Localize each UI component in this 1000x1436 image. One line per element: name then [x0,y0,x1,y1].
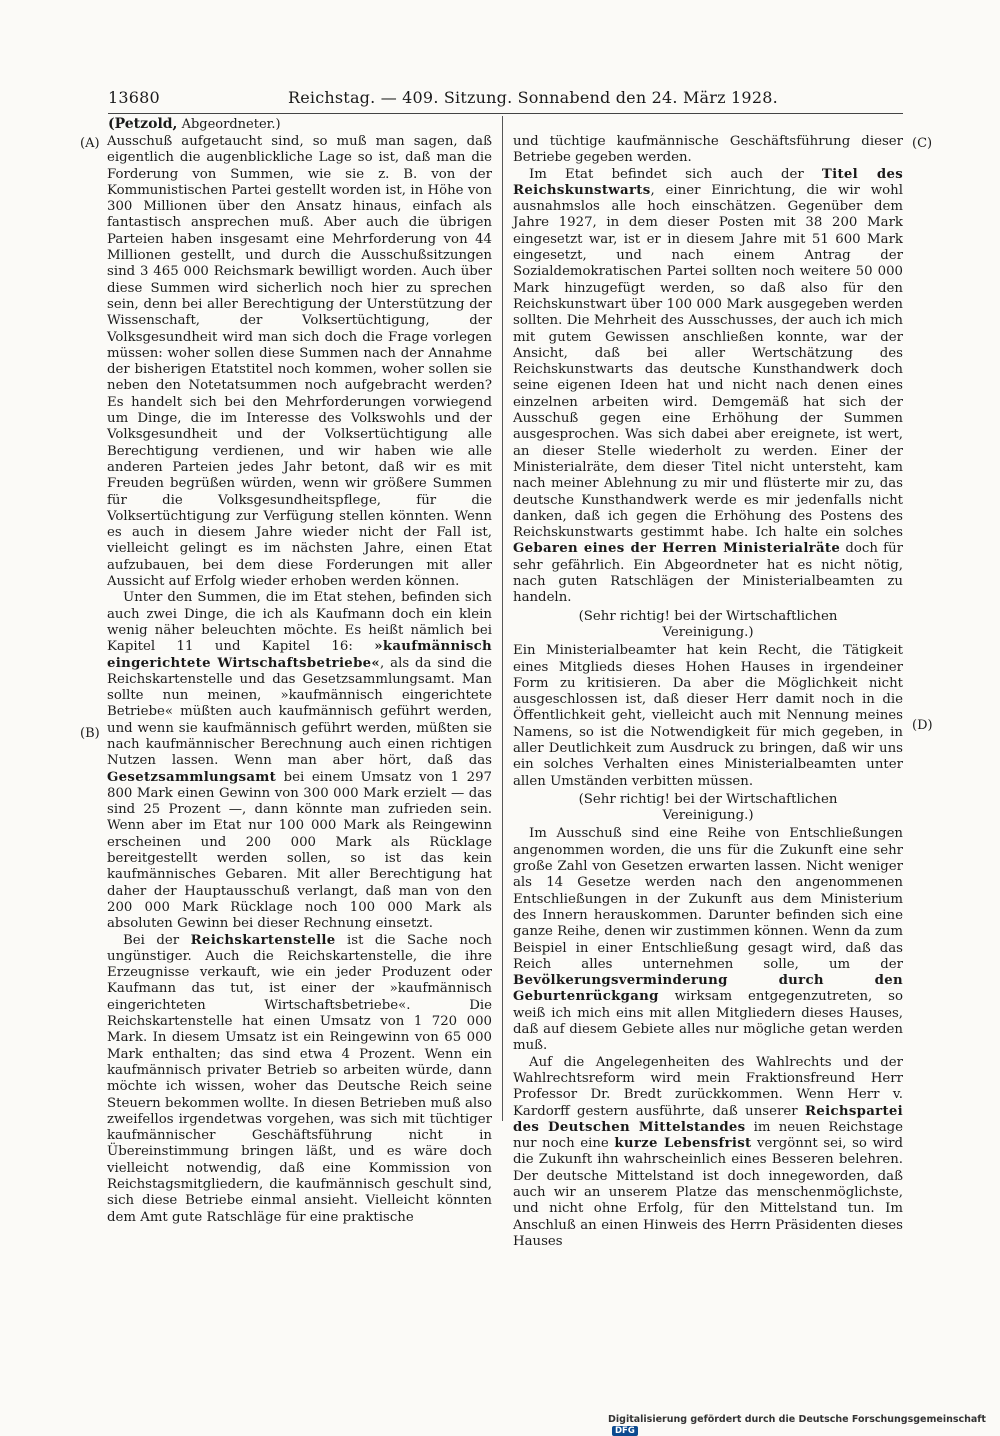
margin-marker-d: (D) [912,718,933,733]
paragraph: Ausschuß aufgetaucht sind, so muß man sagen, daß eigentlich die augenblickliche Lage so ist, daß man die Forderung von Summen, wie sie z. B. von der Kommunistischen Partei gestellt worden ist, in Höhe von 300 Millionen über den Ansatz hinaus, einfach als fantastisch ansprechen muß. Aber auch die übrigen Parteien haben insgesamt eine Mehrforderung von 44 Millionen gestellt, und durch die Ausschußsitzungen sind 3 465 000 Reichsmark bewilligt worden. Auch über diese Summen wird sicherlich noch hier zu sprechen sein, denn bei aller Berechtigung der Unterstützung der Wissenschaft, der Volksertüchtigung, der Volksgesundheit wird man sich doch die Frage vorlegen müssen: woher sollen diese Summen nach der Annahme der bisherigen Etatstitel noch kommen, woher sollen sie neben den Notetatsummen noch aufgebracht werden? Es handelt sich bei den Mehrforderungen vorwiegend um Dinge, die im Interesse des Volkswohls und der Volksgesundheit und der Volksertüchtigung alle Berechtigung verdienen, und wir haben wie alle anderen Parteien jedes Jahr betont, daß wir es mit Freuden begrüßen würden, wenn wir größere Summen für die Volksgesundheitspflege, für die Volksertüchtigung zur Verfügung stellen könnten. Wenn es auch in diesem Jahre wieder nicht der Fall ist, vielleicht gelingt es im nächsten Jahre, einen Etat aufzubauen, bei dem diese Forderungen mit aller Aussicht auf Erfolg wieder erhoben werden können. [107,134,492,590]
footer-text: Digitalisierung gefördert durch die Deutsche Forschungsgemeinschaft [608,1414,986,1425]
paragraph: Im Etat befindet sich auch der Titel des Reichskunstwarts, einer Einrichtung, die wir wohl ausnahmslos alle hoch einschätzen. Gegenüber dem Jahre 1927, in dem dieser Posten mit 38 200 Mark eingesetzt war, ist er in diesem Jahre mit 51 600 Mark eingesetzt, und nach einem Antrag der Sozialdemokratischen Partei sollten noch weitere 50 000 Mark hinzugefügt werden, so daß also für den Reichskunstwart über 100 000 Mark ausgegeben werden sollten. Die Mehrheit des Ausschusses, der auch ich mich mit gutem Gewissen anschließen konnte, war der Ansicht, daß bei aller Wertschätzung des Reichskunstwarts das deutsche Kunsthandwerk doch seine eigenen Ideen hat und nicht nach denen eines einzelnen arbeiten wird. Demgemäß hat sich der Ausschuß gegen eine Erhöhung der Summen ausgesprochen. Was sich dabei aber ereignete, ist wert, an dieser Stelle wiederholt zu werden. Einer der Ministerialräte, dem dieser Titel nicht untersteht, kam nach meiner Ablehnung zu mir und flüsterte mir zu, das deutsche Kunsthandwerk werde es mir jedenfalls nicht danken, daß ich gegen die Erhöhung des Postens des Reichskunstwarts gestimmt habe. Ich halte ein solches Gebaren eines der Herren Ministerialräte doch für sehr gefährlich. Ein Abgeordneter hat es nicht nötig, nach guten Ratschlägen der Ministerialbeamten zu handeln. [513,166,904,606]
margin-marker-b: (B) [80,726,100,741]
left-column [107,134,492,1226]
emphasis: Gesetzsammlungsamt [107,769,277,785]
paragraph: Bei der Reichskartenstelle ist die Sache noch ungünstiger. Auch die Reichskartenstelle, die ihre Erzeugnisse verkauft, wie ein jeder Produzent oder Kaufmann das tut, ist einer der »kaufmännisch eingerichteten Wirtschaftsbetriebe«. Die Reichskartenstelle hat einen Umsatz von 1 720 000 Mark. In diesem Umsatz ist ein Reingewinn von 65 000 Mark enthalten; das sind etwa 4 Prozent. Wenn ein kaufmännisch privater Betrieb so arbeiten würde, dann möchte ich wissen, woher das Deutsche Reich seine Steuern bekommen wollte. In diesen Betrieben muß also zweifellos irgendetwas vorgehen, was sich mit tüchtiger kaufmännischer Geschäftsführung nicht in Übereinstimmung bringen läßt, und es wäre doch vielleicht notwendig, daß eine Kommission von Reichstagsmitgliedern, die kaufmännisch geschult sind, sich diese Betriebe einmal ansieht. Vielleicht könnten dem Amt gute Ratschläge für eine praktische [107,932,492,1225]
speaker-line [108,116,281,132]
header-rule [108,113,903,114]
emphasis: Bevölkerungsverminderung durch den Geburtenrückgang [513,973,903,1005]
dfg-logo: DFG [612,1426,638,1436]
margin-marker-a: (A) [80,136,100,151]
speaker-role: Abgeordneter.) [181,117,281,132]
paragraph: Ein Ministerialbeamter hat kein Recht, die Tätigkeit eines Mitglieds dieses Hohen Hauses in irgendeiner Form zu kritisieren. Da aber die Möglichkeit nicht ausgeschlossen ist, daß dieser Herr damit noch in die Öffentlichkeit geht, vielleicht auch mit Nennung meines Namens, so ist die Notwendigkeit für mich gegeben, in aller Deutlichkeit zum Ausdruck zu bringen, daß wir uns ein solches Verhalten eines Ministerialbeamten unter allen Umständen verbitten müssen. [513,643,903,789]
emphasis: Reichskartenstelle [190,932,336,948]
paragraph: Unter den Summen, die im Etat stehen, befinden sich auch zwei Dinge, die ich als Kaufmann doch ein klein wenig näher beleuchten möchte. Es heißt nämlich bei Kapitel 11 und Kapitel 16: »kaufmännisch eingerichtete Wirtschaftsbetriebe«, als da sind die Reichskartenstelle und das Gesetzsammlungsamt. Man sollte nun meinen, »kaufmännisch eingerichtete Betriebe« müßten auch kaufmännisch geführt werden, und wenn sie kaufmännisch geführt werden, müßten sie nach kaufmännischer Berechnung auch einen richtigen Nutzen lassen. Wenn man aber hört, daß das Gesetzsammlungsamt bei einem Umsatz von 1 297 800 Mark einen Gewinn von 300 000 Mark erzielt — das sind 25 Prozent —, dann könnte man zufrieden sein. Wenn aber im Etat nur 100 000 Mark als Reingewinn erscheinen und 200 000 Mark als Rücklage bereitgestellt werden sollen, so ist das kein kaufmännisches Gebaren. Mit aller Berechtigung hat daher der Hauptausschuß verlangt, daß man von den 200 000 Mark Rücklage noch 100 000 Mark als absoluten Gewinn bei dieser Rechnung einsetzt. [107,590,492,932]
right-column [513,134,903,1250]
paragraph: Im Ausschuß sind eine Reihe von Entschließungen angenommen worden, die uns für die Zukunft eine sehr große Zahl von Gesetzen erwarten lassen. Nicht weniger als 14 Gesetze werden nach den angenommenen Entschließungen in der Zukunft aus dem Ministerium des Innern herauskommen. Darunter befinden sich eine ganze Reihe, denen wir zustimmen können. Wenn da zum Beispiel in einer Entschließung gesagt wird, daß das Reich alles unternehmen solle, um der Bevölkerungsverminderung durch den Geburtenrückgang wirksam entgegenzutreten, so weiß ich mich eins mit allen Mitgliedern dieses Hauses, daß auf diesem Gebiete alles nur mögliche getan werden muß. [513,826,903,1054]
speaker-name: (Petzold, [108,116,178,132]
page-header [108,88,908,112]
column-divider [502,116,503,1121]
emphasis: Reichspartei des Deutschen Mittelstandes [513,1103,903,1135]
margin-marker-c: (C) [912,136,933,151]
emphasis: Gebaren eines der Herren Ministerialräte [513,541,841,557]
emphasis: kurze Lebensfrist [614,1136,752,1152]
emphasis: »kaufmännisch eingerichtete Wirtschaftsbetriebe« [107,639,492,671]
running-title: Reichstag. — 409. Sitzung. Sonnabend den 24. März 1928. [288,88,778,107]
interjection: (Sehr richtig! bei der Wirtschaftlichen Vereinigung.) [578,608,838,640]
interjection: (Sehr richtig! bei der Wirtschaftlichen Vereinigung.) [578,791,838,824]
digitization-footer [608,1414,1000,1436]
paragraph: Auf die Angelegenheiten des Wahlrechts und der Wahlrechtsreform wird mein Fraktionsfreund Herr Professor Dr. Bredt zurückkommen. Wenn Herr v. Kardorff gestern ausführte, daß unserer Reichspartei des Deutschen Mittelstandes im neuen Reichstage nur noch eine kurze Lebensfrist vergönnt sei, so wird die Zukunft ihn wahrscheinlich eines Besseren belehren. Der deutsche Mittelstand ist doch innegeworden, daß auch wir an unserem Platze das menschenmöglichste, und nicht ohne Erfolg, für den Mittelstand tun. Im Anschluß an einen Hinweis des Herrn Präsidenten dieses Hauses [513,1054,904,1249]
paragraph: und tüchtige kaufmännische Geschäftsführung dieser Betriebe gegeben werden. [513,134,903,166]
emphasis: Titel des Reichskunstwarts [513,166,903,198]
page-number: 13680 [108,88,160,107]
